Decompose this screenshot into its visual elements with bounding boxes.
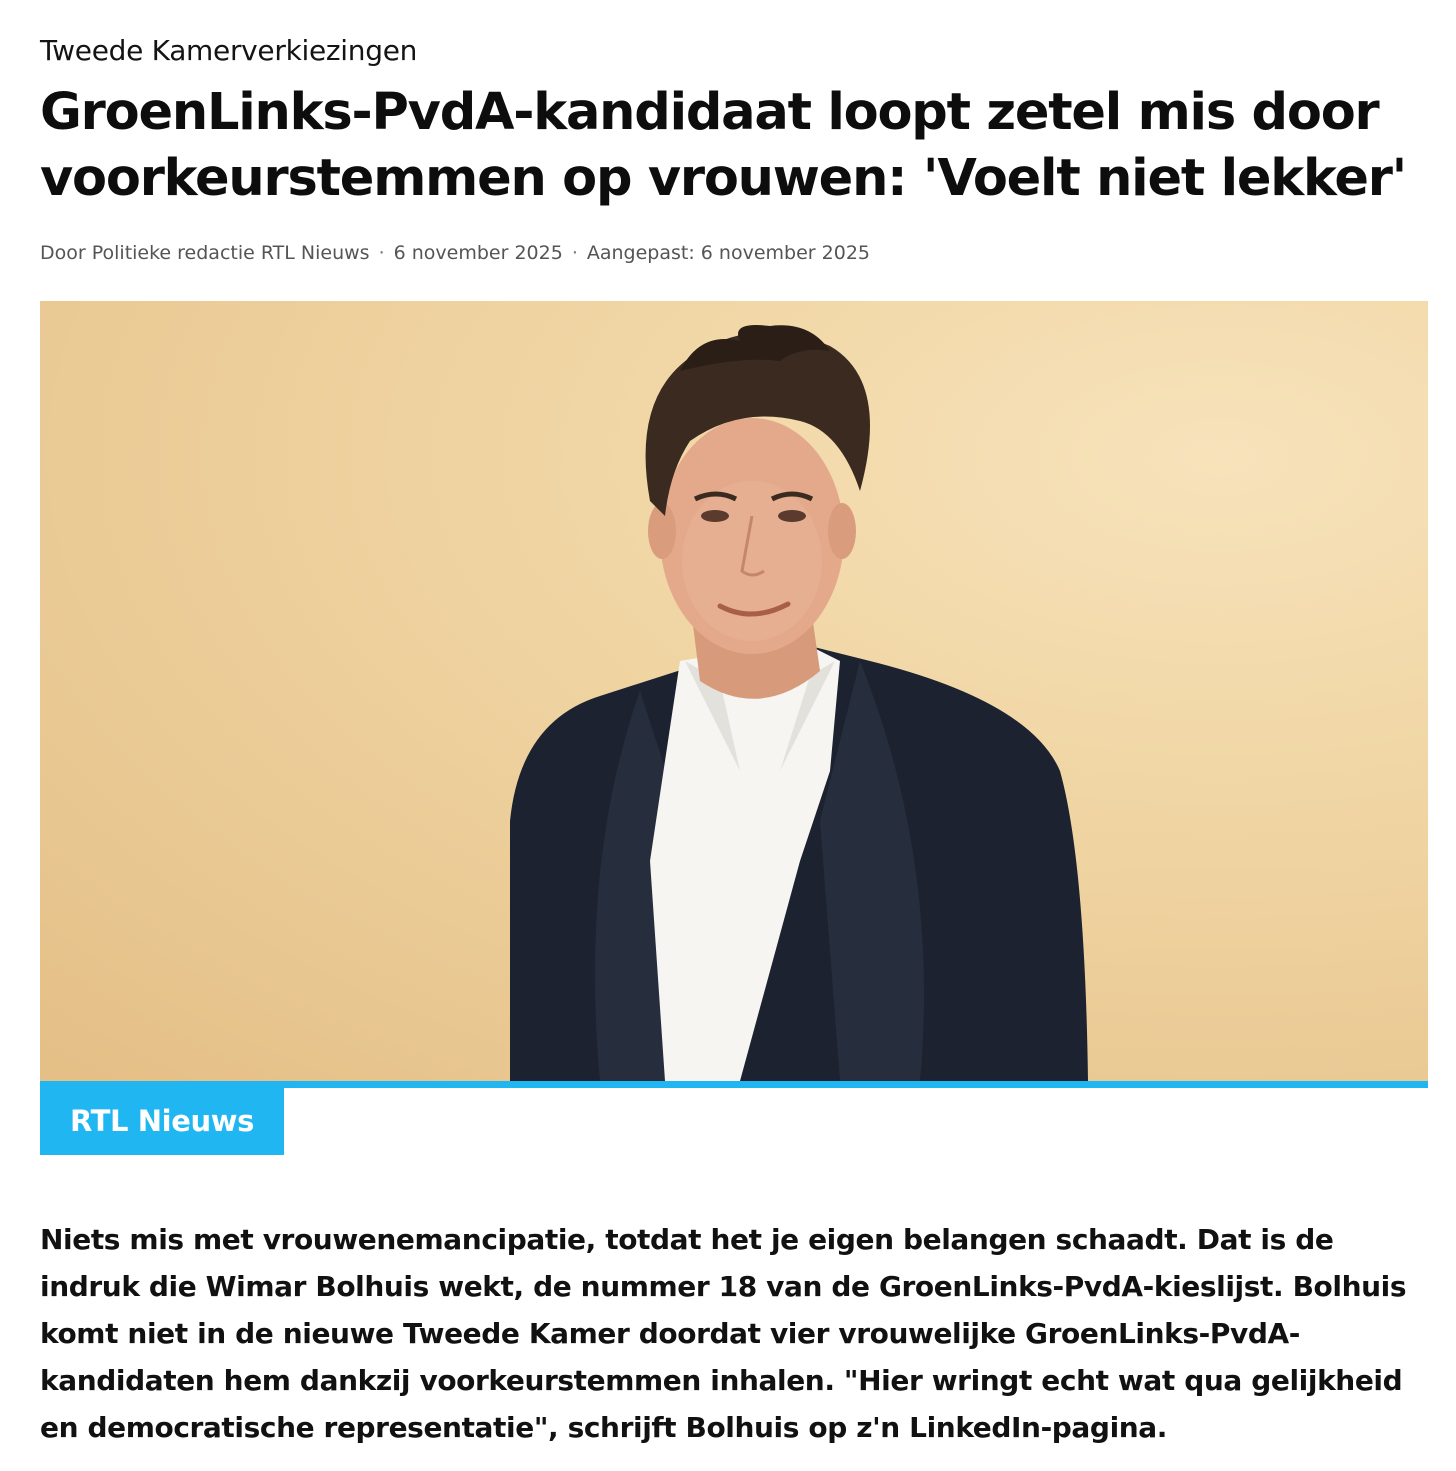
headline: GroenLinks-PvdA-kandidaat loopt zetel mis door voorkeurstemmen op vrouwen: 'Voelt niet lekker': [40, 83, 1407, 208]
byline-separator: ·: [378, 242, 385, 264]
portrait-illustration: [40, 301, 1428, 1081]
byline: [40, 242, 870, 264]
hero-image: [40, 301, 1428, 1081]
article-intro: Niets mis met vrouwenemancipatie, totdat het je eigen belangen schaadt. Dat is de indruk die Wimar Bolhuis wekt, de nummer 18 van de GroenLinks-PvdA-kieslijst. Bolhuis komt niet in de nieuwe Tweede Kamer doordat vier vrouwelijke GroenLinks-PvdA-kandidaten hem dankzij voorkeurstemmen inhalen. "Hier wringt echt wat qua gelijkheid en democratische representatie", schrijft Bolhuis op z'n LinkedIn-pagina.: [40, 1223, 1407, 1444]
byline-author: Door Politieke redactie RTL Nieuws: [40, 242, 370, 264]
byline-separator: ·: [571, 242, 578, 264]
byline-date: 6 november 2025: [393, 242, 563, 264]
category-label[interactable]: Tweede Kamerverkiezingen: [40, 34, 418, 67]
byline-updated: Aangepast: 6 november 2025: [586, 242, 870, 264]
image-divider: [40, 1081, 1428, 1088]
image-credit-badge: RTL Nieuws: [40, 1088, 284, 1155]
